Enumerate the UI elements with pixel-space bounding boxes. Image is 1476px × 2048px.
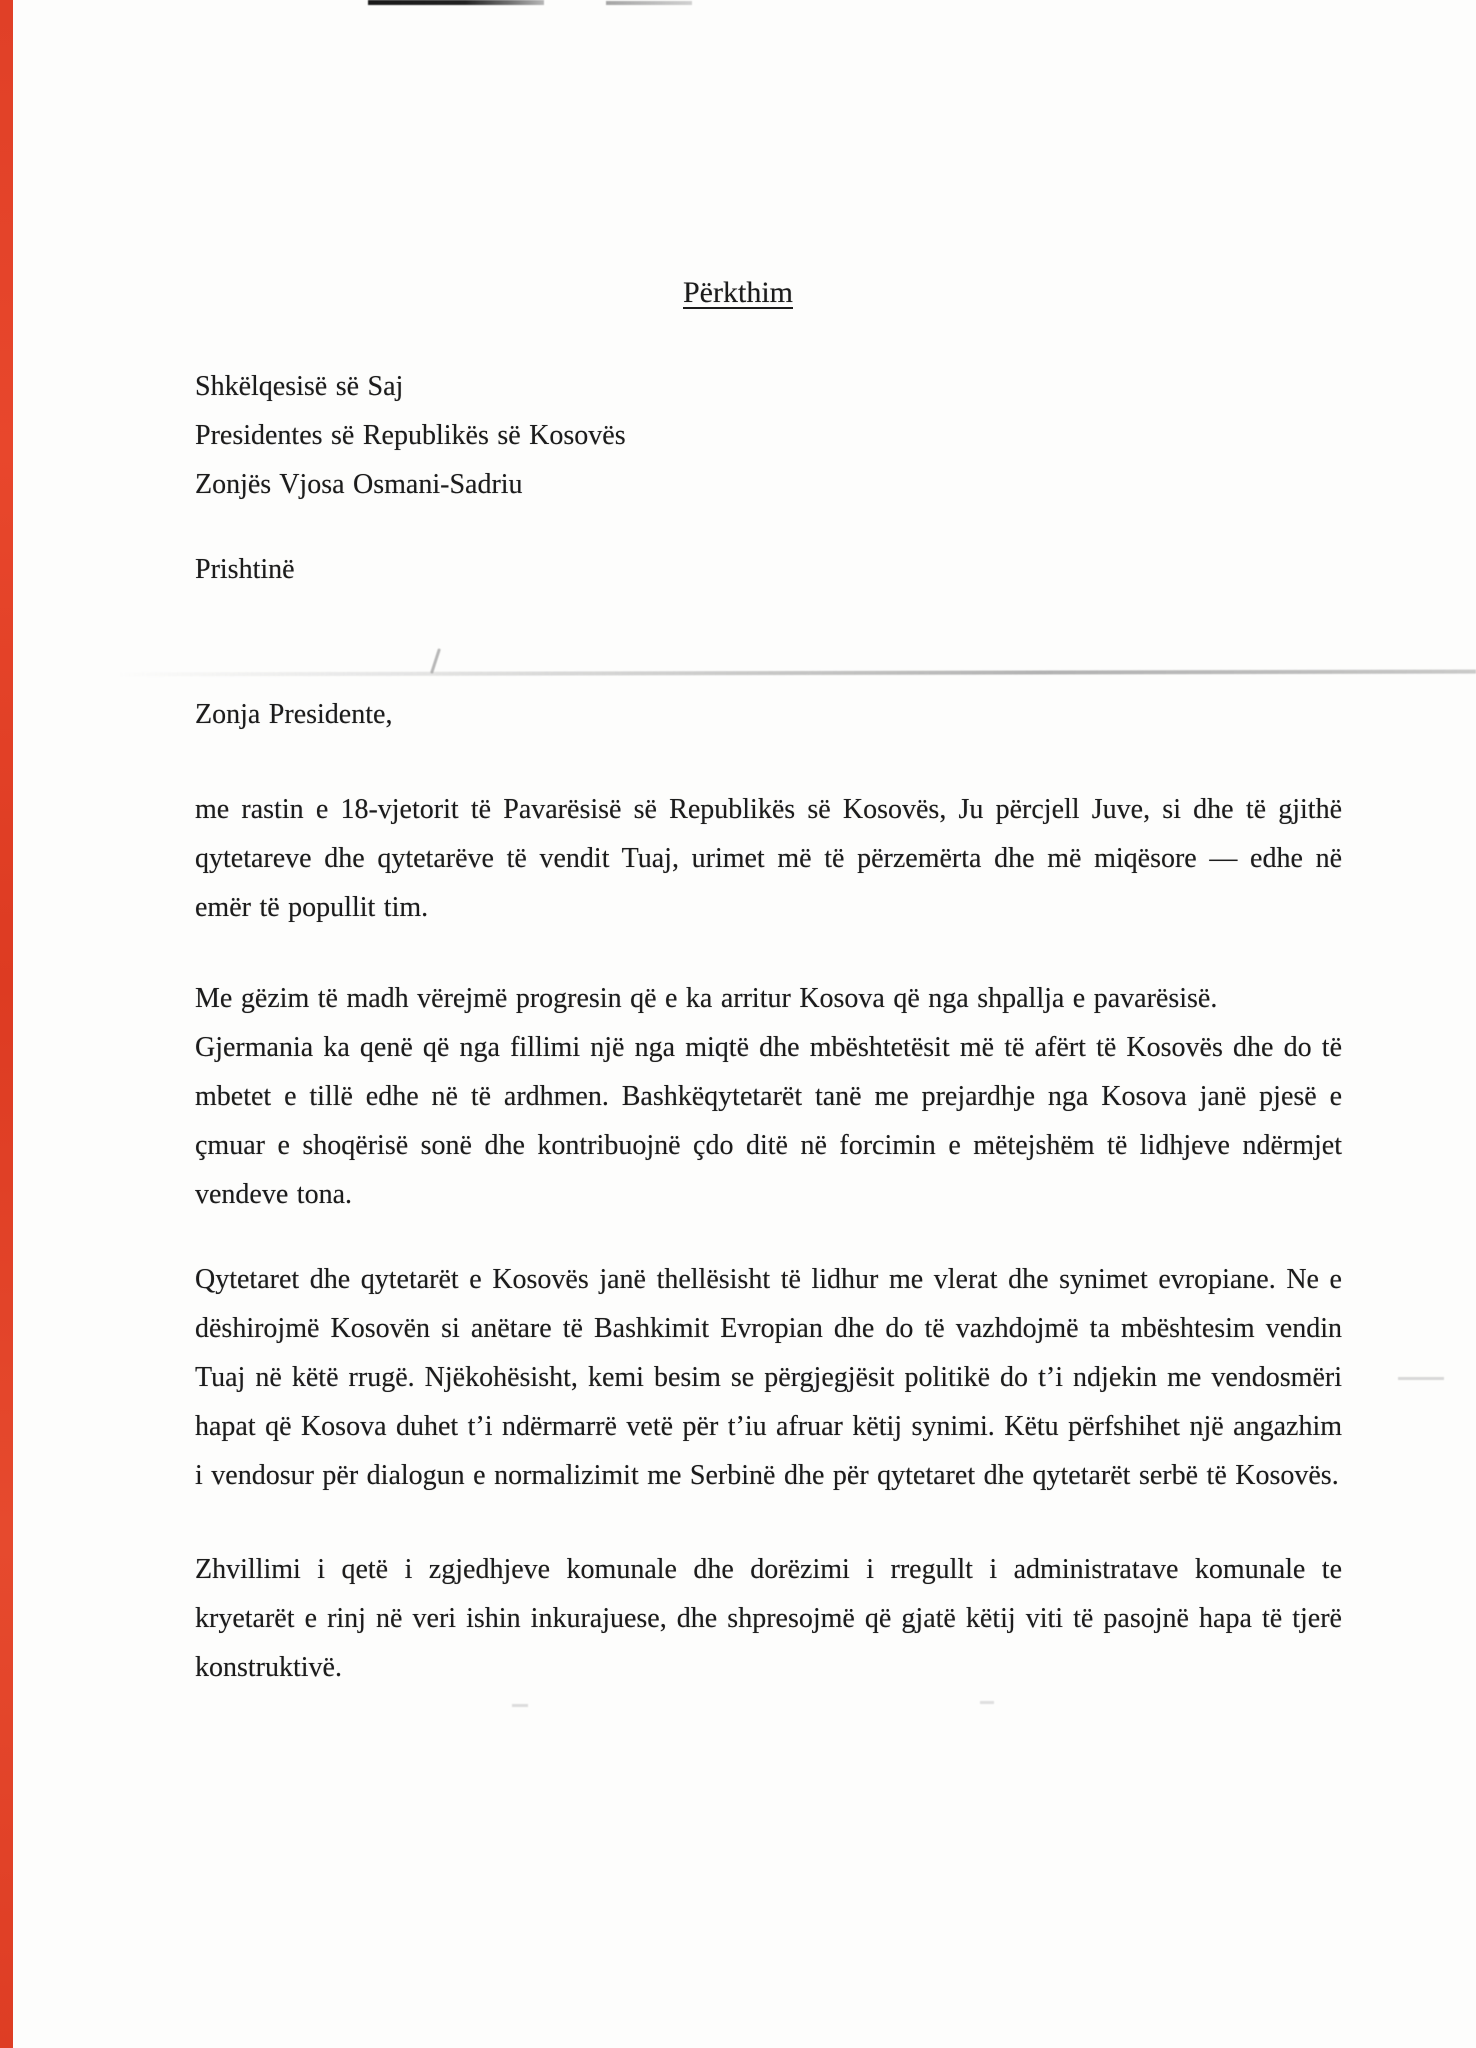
paragraph-elections — [195, 1545, 1342, 1692]
letter-title: Përkthim — [683, 276, 793, 309]
letter-line: kryetarët e rinj në veri ishin inkurajuese, dhe shpresojmë që gjatë këtij viti të pasojnë hapa të tjerë — [195, 1603, 1342, 1634]
paragraph-european-path — [195, 1255, 1342, 1500]
recipient-line: Presidentes së Republikës së Kosovës — [195, 420, 626, 451]
letter-line: me rastin e 18-vjetorit të Pavarësisë së Republikës së Kosovës, Ju përcjell Juve, si dhe të gjithë — [195, 794, 1342, 825]
letter-line: Gjermania ka qenë që nga fillimi një nga miqtë dhe mbështetësit më të afërt të Kosovës dhe do të — [195, 1032, 1342, 1063]
salutation — [195, 690, 1342, 739]
letter-line: Zhvillimi i qetë i zgjedhjeve komunale dhe dorëzimi i rregullt i administratave komunale te — [195, 1554, 1342, 1585]
scan-artifact-speck — [512, 1704, 528, 1707]
letter-line: Tuaj në këtë rrugë. Njëkohësisht, kemi besim se përgjegjësit politikë do t’i ndjekin me vendosmëri — [195, 1362, 1342, 1393]
letter-line: dëshirojmë Kosovën si anëtare të Bashkimit Evropian dhe do të vazhdojmë ta mbështesim vendin — [195, 1313, 1342, 1344]
letter-line: Qytetaret dhe qytetarët e Kosovës janë thellësisht të lidhur me vlerat dhe synimet evropiane. Ne e — [195, 1264, 1342, 1295]
recipient-line: Zonjës Vjosa Osmani-Sadriu — [195, 469, 523, 500]
scan-artifact-speck — [980, 1701, 994, 1704]
letter-title-row — [0, 268, 1476, 317]
letter-line: qytetareve dhe qytetarëve të vendit Tuaj, urimet më të përzemërta dhe më miqësore — edhe në — [195, 843, 1342, 874]
paragraph-progress — [195, 974, 1342, 1219]
recipient-line: Shkëlqesisë së Saj — [195, 371, 404, 402]
city-line — [195, 545, 1342, 594]
letter-line: konstruktivë. — [195, 1652, 342, 1683]
letter-line: mbetet e tillë edhe në të ardhmen. Bashkëqytetarët tanë me prejardhje nga Kosova janë pjesë e — [195, 1081, 1342, 1112]
scan-artifact-faint-dash — [1398, 1377, 1444, 1380]
letter-line: Me gëzim të madh vërejmë progresin që e ka arritur Kosova që nga shpallja e pavarësisë. — [195, 983, 1218, 1014]
scan-artifact-crease-line — [118, 670, 1476, 677]
salutation-text: Zonja Presidente, — [195, 699, 393, 730]
scan-artifact-top-line-dark — [368, 0, 544, 5]
letter-line: vendeve tona. — [195, 1179, 352, 1210]
letter-line: emër të popullit tim. — [195, 892, 429, 923]
scan-artifact-top-line-light — [606, 1, 692, 5]
paragraph-greeting — [195, 785, 1342, 932]
city-text: Prishtinë — [195, 554, 295, 585]
letter-line: çmuar e shoqërisë sonë dhe kontribuojnë çdo ditë në forcimin e mëtejshëm të lidhjeve ndërmjet — [195, 1130, 1342, 1161]
letter-line: i vendosur për dialogun e normalizimit me Serbinë dhe për qytetaret dhe qytetarët serbë të Kosovës. — [195, 1460, 1339, 1491]
scan-artifact-pen-mark — [430, 648, 441, 674]
letter-line: hapat që Kosova duhet t’i ndërmarrë vetë për t’iu afruar këtij synimi. Këtu përfshihet një angazhim — [195, 1411, 1342, 1442]
recipient-block — [195, 362, 1342, 509]
